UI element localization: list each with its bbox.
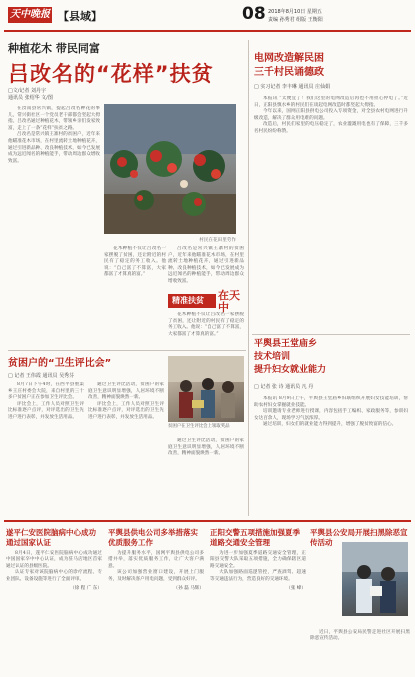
lead-headline: 吕改名的“花样”扶贫 <box>8 62 214 86</box>
right-bottom-paragraph: 培训邀请专业老师进行授课，内容包括手工编织、家政服务等，参训妇女达百余人，现场学习气氛浓厚。 <box>254 409 408 421</box>
right-top-byline: □ 实习记者 李丰琳 通讯员 庄仙娟 <box>254 84 331 90</box>
middle-body-col-1 <box>8 382 84 516</box>
middle-paragraph: 8月7日下午4时，在西平县重渠乡王庄村委会大院，来自村里的三十多户贫困户正在参加卫生评比会。 <box>8 382 84 401</box>
lead-body-col-1 <box>8 106 100 346</box>
bottom-signature-1: （徐 程 广 东） <box>70 586 102 592</box>
banner-text <box>172 295 204 307</box>
flower-field-image <box>104 104 236 234</box>
middle-byline: □ 记者 王伟霞 通讯员 吴秀芬 <box>8 373 75 379</box>
masthead <box>4 6 411 32</box>
bottom-body-2 <box>108 551 204 583</box>
bottom-paragraph: 认证专家对该院脑病中心的诊疗流程、专业团队、设备设施等进行了全面评审。 <box>6 570 102 582</box>
bottom-headline-3: 正阳交警五项措施加强夏季道路交通安全管理 <box>210 528 300 547</box>
bottom-body-1 <box>6 551 102 583</box>
banner-mid: 扶贫 <box>188 296 204 305</box>
lead-photo-caption: 村民在花田里劳作 <box>199 238 236 243</box>
bottom-signature-2: （孙 磊 马辉） <box>173 586 204 592</box>
lead-paragraph: 花木种植不仅让吕改名一家摆脱了贫困，还让附近的村民有了稳定的务工收入。他说：“自己富了不算富，大家都富了才算真的富。” <box>104 246 166 278</box>
middle-paragraph: 通过卫生评比活动，贫困户的家庭卫生意识明显增强，人居环境不断改善，精神面貌焕然一新。 <box>168 438 244 457</box>
right-top-paragraph: 改造后，村民们家里的电压稳定了，农业灌溉用电也有了保障，三千多名村民纷纷称赞。 <box>254 122 408 134</box>
lead-paragraph: 花木种植不仅让吕改名一家摆脱了贫困，还让附近的村民有了稳定的务工收入。他说：“自己富了不算富，大家都富了才算真的富。” <box>168 312 244 337</box>
right-bottom-headline-2: 技术培训 <box>254 352 291 362</box>
middle-photo <box>168 356 244 422</box>
middle-headline: 贫困户的“卫生评比会” <box>8 358 112 369</box>
middle-body-col-2 <box>88 382 164 516</box>
middle-paragraph: 评比会上，工作人员对照卫生评比标准逐户点评，对评选出的卫生先进户进行表彰，并发放生活用品。 <box>88 401 164 420</box>
bottom-article-1 <box>6 528 102 670</box>
middle-paragraph: 通过卫生评比活动，贫困户的家庭卫生意识明显增强，人居环境不断改善，精神面貌焕然一新。 <box>88 382 164 401</box>
right-bottom-headline-1: 平舆县王堂庙乡 <box>254 339 318 349</box>
bottom-headline-2: 平舆县供电公司多举措落实优质服务工作 <box>108 528 198 547</box>
bottom-article-3 <box>210 528 306 670</box>
section-divider <box>8 350 246 351</box>
lead-byline-2: 通讯员 张绍华 文/图 <box>8 95 53 101</box>
lead-paragraph: 吕改名是常兴镇王寨村的贫困户，近年来他瞄准花木市场，在村里流转土地种植花卉，通过引进新品种、改良种植技术，如今已发展成为远近闻名的种植能手，带动周边群众增收致富。 <box>8 132 100 164</box>
lead-body-col-4 <box>168 312 244 350</box>
newspaper-logo: 天中晚报 <box>8 7 52 23</box>
right-bottom-body <box>254 396 408 516</box>
bottom-paragraph: 为进一步加强夏季道路交通安全管理，正阳县交警大队采取五项措施，全力确保辖区道路交通安全。 <box>210 551 306 569</box>
bottom-paragraph: 为提升服务水平，国网平舆县供电公司多措并举，落实优质服务工作，让广大客户满意。 <box>108 551 204 569</box>
page-number: 08 <box>242 4 266 24</box>
lead-paragraph: 在汝南县常兴镇，提起吕改名种花的事儿，常兴街社区一个党员老干部都会竖起大拇指。吕改名通过种植花木，带领乡亲们发家致富，走上了一条“花样”扶贫之路。 <box>8 106 100 131</box>
precision-poverty-banner <box>168 289 246 314</box>
lead-photo <box>104 104 236 234</box>
right-top-paragraph: 今年以来，国网正阳县供电公司投入专项资金，对全县农村电网进行升级改造，解决了群众用电难的问题。 <box>254 109 408 121</box>
bottom-paragraph: 大队加强路面巡逻管控，严查酒驾、超速等交通违法行为，营造良好的交通环境。 <box>210 570 306 582</box>
lead-kicker: 种植花木 带民同富 <box>8 42 100 55</box>
middle-paragraph: 评比会上，工作人员对照卫生评比标准逐户点评，对评选出的卫生先进户进行表彰，并发放生活用品。 <box>8 401 84 420</box>
lead-body-col-2 <box>104 246 166 346</box>
date-line-1: 2018年8月10日 星期五 <box>268 9 322 15</box>
lead-byline <box>8 88 53 102</box>
middle-body-col-3 <box>168 438 244 516</box>
lead-byline-1: □文/记者 刘丹宇 <box>8 88 46 94</box>
bottom-headline-4: 平舆县公安局开展扫黑除恶宣传活动 <box>310 528 408 547</box>
police-photo <box>342 542 408 616</box>
bottom-photo-caption-4 <box>310 630 410 643</box>
bottom-paragraph: 该公司加强营业窗口建设，开展上门服务，及时解决客户用电问题，受到群众好评。 <box>108 570 204 582</box>
bottom-article-2 <box>108 528 204 670</box>
bottom-signature-3: （张 峰） <box>286 586 306 592</box>
right-top-headline-1: 电网改造解民困 <box>254 53 324 64</box>
police-outreach-image <box>342 542 408 616</box>
section-name: 【县域】 <box>58 10 102 23</box>
right-top-paragraph: 本报讯 “太便宜了！我们这里的电网改造后再也不用担心停电了。”近日，正阳县慎水乡的村民们在谈起电网改造时都竖起大拇指。 <box>254 96 408 108</box>
right-bottom-headline <box>254 338 326 377</box>
section-divider <box>252 334 410 335</box>
dateline <box>268 8 323 24</box>
right-top-headline <box>254 52 324 80</box>
column-divider <box>248 40 249 516</box>
bottom-paragraph: 8月4日，遂平仁安医院脑病中心成功通过中国国家卒中中心认证，成为驻马店地区首家通过认证的县级医院。 <box>6 551 102 569</box>
right-bottom-byline: □ 记者 张 诗 通讯员 凡 丹 <box>254 384 314 390</box>
award-ceremony-image <box>168 356 244 422</box>
right-bottom-paragraph: 通过培训，妇女们的就业能力得到提升，增强了脱贫致富的信心。 <box>263 422 397 428</box>
lead-paragraph: 吕改名是常兴镇王寨村的贫困户，近年来他瞄准花木市场，在村里流转土地种植花卉，通过引进新品种、改良种植技术，如今已发展成为远近闻名的种植能手，带动周边群众增收致富。 <box>168 246 244 284</box>
right-top-body <box>254 96 408 332</box>
middle-photo-caption: 贫困户在卫生评比会上领取奖品 <box>168 424 230 429</box>
banner-left: 精准 <box>172 296 188 305</box>
bottom-paragraph: 近日，平舆县公安局民警走进社区开展扫黑除恶宣传活动。 <box>310 630 410 642</box>
bottom-body-3 <box>210 551 306 583</box>
bottom-headline-1: 遂平仁安医院脑病中心成功通过国家认证 <box>6 528 96 547</box>
banner-tail: 在天中 <box>216 290 246 314</box>
right-bottom-headline-3: 提升妇女就业能力 <box>254 365 327 375</box>
bottom-news-strip <box>4 520 411 670</box>
lead-body-col-3 <box>168 246 244 292</box>
right-bottom-paragraph: 本报讯 8月9日上午，平舆县王堂庙乡妇联组织开展妇女技能培训，帮助农村妇女掌握就业技能。 <box>254 396 408 408</box>
date-line-2: 责编 孙秀君 组版 王衡阳 <box>268 17 323 23</box>
right-top-headline-2: 三千村民诵德政 <box>254 67 324 78</box>
